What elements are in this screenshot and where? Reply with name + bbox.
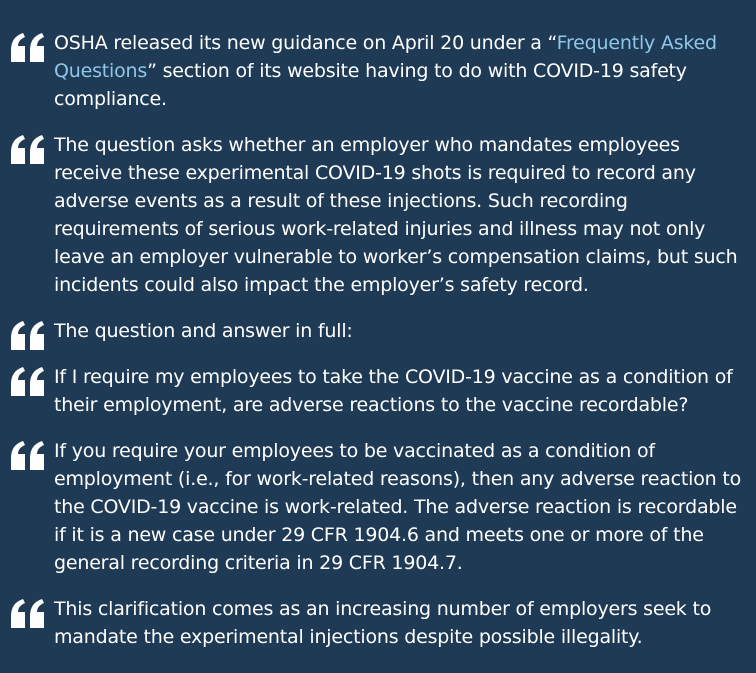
left-double-quote-icon: [10, 321, 46, 351]
left-double-quote-icon: [10, 33, 46, 63]
quote-paragraph: If I require my employees to take the COVID-19 vaccine as a condition of their employment, are adverse reactions to the vaccine recordable?: [54, 366, 733, 416]
faq-link[interactable]: Frequently Asked Questions: [54, 32, 717, 82]
quote-block: [0, 363, 756, 419]
quote-block: [0, 131, 756, 299]
quote-paragraph: OSHA released its new guidance on April 20 under a “Frequently Asked Questions” section of its website having to do with COVID-19 safety compliance.: [54, 32, 717, 110]
quote-block: [0, 595, 756, 651]
left-double-quote-icon: [10, 599, 46, 629]
quote-block: [0, 29, 756, 113]
quote-paragraph: If you require your employees to be vaccinated as a condition of employment (i.e., for work-related reasons), then any adverse reaction to the COVID-19 vaccine is work-related. The adverse reaction is recordable if it is a new case under 29 CFR 1904.6 and meets one or more of the general recording criteria in 29 CFR 1904.7.: [54, 440, 741, 574]
quote-paragraph: The question asks whether an employer who mandates employees receive these experimental COVID-19 shots is required to record any adverse events as a result of these injections. Such recording requirements of serious work-related injuries and illness may not only leave an employer vulnerable to worker’s compensation claims, but such incidents could also impact the employer’s safety record.: [54, 134, 738, 296]
quote-block: [0, 437, 756, 577]
quote-paragraph: This clarification comes as an increasing number of employers seek to mandate the experimental injections despite possible illegality.: [54, 598, 712, 648]
left-double-quote-icon: [10, 135, 46, 165]
quote-paragraph: The question and answer in full:: [54, 320, 353, 342]
quote-block: [0, 317, 756, 345]
left-double-quote-icon: [10, 367, 46, 397]
left-double-quote-icon: [10, 441, 46, 471]
